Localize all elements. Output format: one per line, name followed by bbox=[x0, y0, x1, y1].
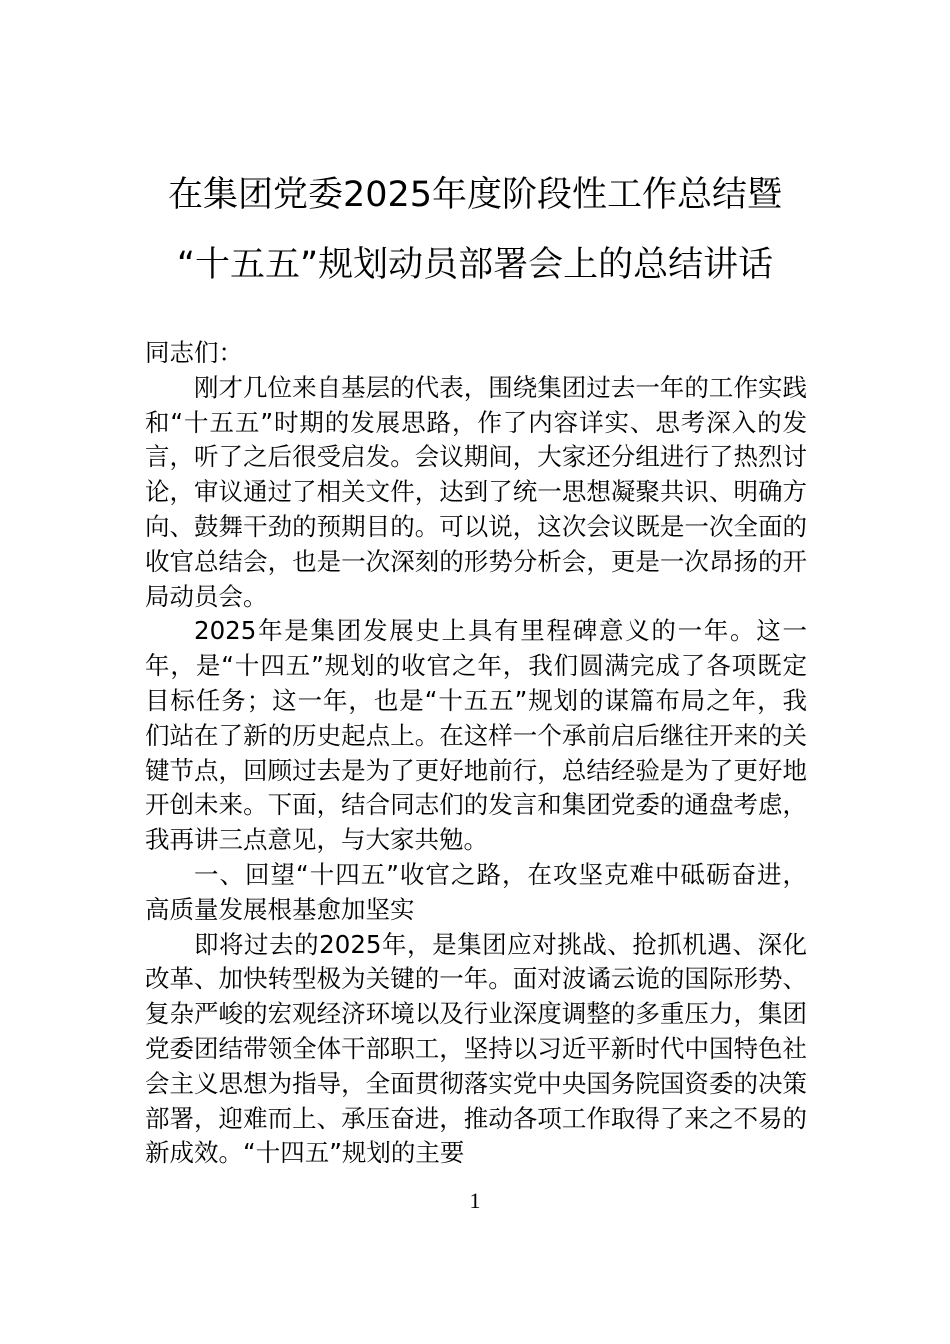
paragraph-3: 即将过去的2025年，是集团应对挑战、抢抓机遇、深化改革、加快转型极为关键的一年。面对波谲云诡的国际形势、复杂严峻的宏观经济环境以及行业深度调整的多重压力，集团党委团结带领全体干部职工，坚持以习近平新时代中国特色社会主义思想为指导，全面贯彻落实党中央国务院国资委的决策部署，迎难而上、承压奋进，推动各项工作取得了来之不易的新成效。“十四五”规划的主要 bbox=[145, 929, 807, 1168]
salutation: 同志们： bbox=[145, 338, 243, 367]
document-title-line-1: 在集团党委2025年度阶段性工作总结暨 bbox=[167, 175, 783, 215]
document-body bbox=[145, 336, 807, 1171]
paragraph-2: 2025年是集团发展史上具有里程碑意义的一年。这一年，是“十四五”规划的收官之年，我们圆满完成了各项既定目标任务；这一年，也是“十五五”规划的谋篇布局之年，我们站在了新的历史起点上。在这样一个承前启后继往开来的关键节点，回顾过去是为了更好地前行，总结经验是为了更好地开创未来。下面，结合同志们的发言和集团党委的通盘考虑，我再讲三点意见，与大家共勉。 bbox=[145, 616, 807, 855]
document-title-line-2: “十五五”规划动员部署会上的总结讲话 bbox=[176, 245, 774, 285]
paragraph-1: 刚才几位来自基层的代表，围绕集团过去一年的工作实践和“十五五”时期的发展思路，作了内容详实、思考深入的发言，听了之后很受启发。会议期间，大家还分组进行了热烈讨论，审议通过了相关文件，达到了统一思想凝聚共识、明确方向、鼓舞干劲的预期目的。可以说，这次会议既是一次全面的收官总结会，也是一次深刻的形势分析会，更是一次昂扬的开局动员会。 bbox=[145, 372, 807, 611]
section-heading-1: 一、回望“十四五”收官之路，在攻坚克难中砥砺奋进，高质量发展根基愈加坚实 bbox=[145, 859, 807, 924]
page-number: 1 bbox=[469, 1188, 481, 1213]
